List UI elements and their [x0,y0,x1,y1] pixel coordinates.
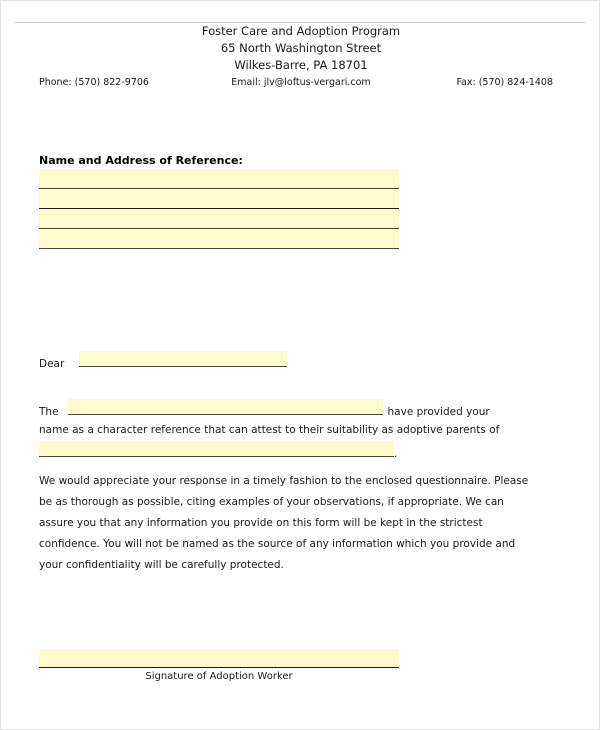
intro-period: . [394,448,398,460]
reference-section-heading: Name and Address of Reference: [39,154,243,167]
phone-number: Phone: (570) 822-9706 [39,77,149,88]
reference-line-4[interactable] [39,229,399,249]
body-paragraph: We would appreciate your response in a timely fashion to the enclosed questionnaire. Please be as thorough as possible, citing examples of your observations, if appropriate. We can assure you that any information you provide on this form will be kept in the strictest confidence. You will not be named as the source of any information which you provide and your confidentiality will be carefully protected. [39,475,529,571]
reference-line-2[interactable] [39,189,399,209]
intro-prefix: The [39,406,59,418]
child-name-input[interactable] [39,441,394,457]
salutation-row [39,351,287,370]
contact-row [1,77,600,91]
intro-line-1 [39,399,549,420]
intro-suffix: have provided your [387,406,490,418]
street-address: 65 North Washington Street [220,41,382,55]
salutation-label: Dear [39,358,65,370]
organization-name: Foster Care and Adoption Program [201,24,401,38]
intro-line-2: name as a character reference that can attest to their suitability as adoptive parents of [39,424,500,436]
fax-number: Fax: (570) 824-1408 [456,77,553,88]
reference-names-input[interactable] [68,399,383,415]
signature-block [39,649,399,682]
city-state-zip: Wilkes-Barre, PA 18701 [234,58,368,72]
salutation-input[interactable] [79,351,287,367]
email-address: Email: jlv@loftus-vergari.com [231,77,371,88]
intro-paragraph [39,399,549,462]
signature-input[interactable] [39,649,399,668]
reference-line-3[interactable] [39,209,399,229]
reference-address-fields [39,169,399,249]
intro-line-3 [39,441,549,462]
reference-line-1[interactable] [39,169,399,189]
letterhead [1,23,600,74]
signature-caption: Signature of Adoption Worker [145,671,293,682]
